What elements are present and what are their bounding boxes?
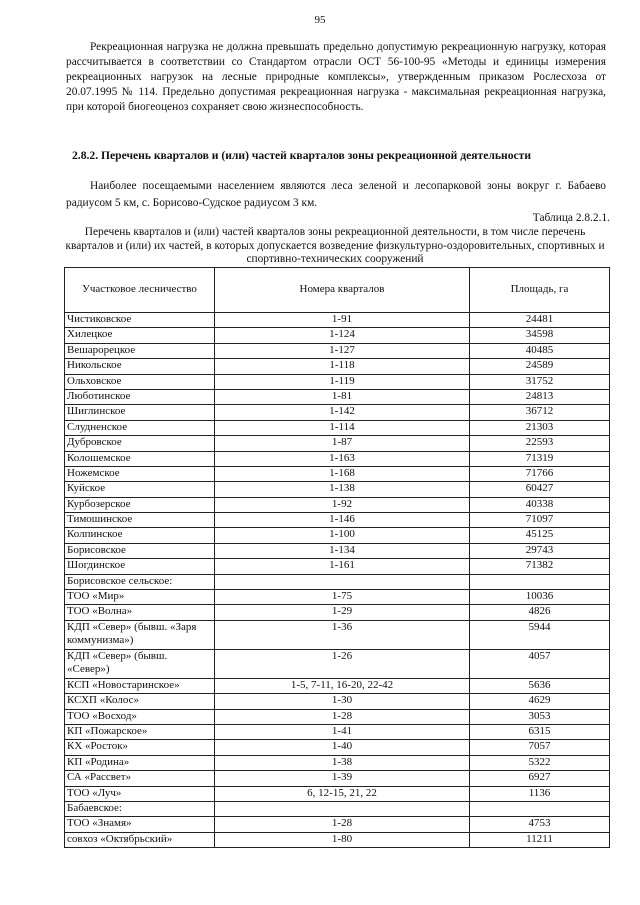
area-cell: 22593 bbox=[470, 436, 610, 451]
quarters-cell: 1-29 bbox=[215, 605, 470, 620]
table-row bbox=[65, 359, 610, 374]
quarters-cell: 1-28 bbox=[215, 709, 470, 724]
quarters-cell: 1-91 bbox=[215, 313, 470, 328]
forestry-cell: Шиглинское bbox=[65, 405, 215, 420]
quarters-cell bbox=[215, 574, 470, 589]
area-cell: 24481 bbox=[470, 313, 610, 328]
quarters-cell: 1-163 bbox=[215, 451, 470, 466]
forestry-cell: КХ «Росток» bbox=[65, 740, 215, 755]
intro-paragraph: Рекреационная нагрузка не должна превышать предельно допустимую рекреационную нагрузку, которая рассчитывается в соответствии со Стандартом отрасли ОСТ 56-100-95 «Методы и единицы измерения рекреационных нагрузок на лесные природные комплексы», утвержденным приказом Рослесхоза от 20.07.1995 № 114. Предельно допустимая рекреационная нагрузка - максимальная рекреационная нагрузка, при которой биогеоценоз сохраняет свою жизнеспособность. bbox=[66, 41, 606, 113]
quarters-cell: 1-134 bbox=[215, 543, 470, 558]
area-cell: 4826 bbox=[470, 605, 610, 620]
header-area: Площадь, га bbox=[470, 268, 610, 313]
table-row bbox=[65, 466, 610, 481]
area-cell: 71382 bbox=[470, 559, 610, 574]
area-cell: 60427 bbox=[470, 482, 610, 497]
table-row bbox=[65, 543, 610, 558]
area-cell bbox=[470, 801, 610, 816]
quarters-cell: 1-80 bbox=[215, 832, 470, 847]
quarters-cell: 1-119 bbox=[215, 374, 470, 389]
table-row bbox=[65, 559, 610, 574]
area-cell: 71097 bbox=[470, 513, 610, 528]
section-title: 2.8.2. Перечень кварталов и (или) частей кварталов зоны рекреационной деятельности bbox=[72, 149, 532, 162]
forestry-cell: ТОО «Знамя» bbox=[65, 817, 215, 832]
area-cell: 6315 bbox=[470, 724, 610, 739]
table-row bbox=[65, 528, 610, 543]
area-cell: 4629 bbox=[470, 694, 610, 709]
area-cell: 45125 bbox=[470, 528, 610, 543]
forestry-cell: КП «Пожарское» bbox=[65, 724, 215, 739]
forestry-cell: Борисовское bbox=[65, 543, 215, 558]
table-row bbox=[65, 678, 610, 693]
area-cell: 71319 bbox=[470, 451, 610, 466]
table-row bbox=[65, 513, 610, 528]
table-row bbox=[65, 574, 610, 589]
quarters-cell: 1-38 bbox=[215, 755, 470, 770]
forestry-cell: КДП «Север» (бывш. «Заря коммунизма») bbox=[65, 620, 215, 649]
quarters-cell: 1-138 bbox=[215, 482, 470, 497]
table-row bbox=[65, 694, 610, 709]
area-cell: 7057 bbox=[470, 740, 610, 755]
area-cell: 34598 bbox=[470, 328, 610, 343]
header-forestry: Участковое лесничество bbox=[65, 268, 215, 313]
table-row bbox=[65, 620, 610, 649]
table-row bbox=[65, 755, 610, 770]
forestry-cell: КДП «Север» (бывш. «Север») bbox=[65, 649, 215, 678]
forestry-cell: Чистиковское bbox=[65, 313, 215, 328]
forestry-cell: ТОО «Волна» bbox=[65, 605, 215, 620]
forestry-cell: Вешарорецкое bbox=[65, 343, 215, 358]
area-cell: 31752 bbox=[470, 374, 610, 389]
forestry-cell: Хилецкое bbox=[65, 328, 215, 343]
table-row bbox=[65, 605, 610, 620]
area-cell: 10036 bbox=[470, 590, 610, 605]
quarters-cell: 1-28 bbox=[215, 817, 470, 832]
table-row bbox=[65, 436, 610, 451]
quarters-cell: 1-81 bbox=[215, 389, 470, 404]
area-cell: 5944 bbox=[470, 620, 610, 649]
area-cell: 21303 bbox=[470, 420, 610, 435]
quarters-cell: 6, 12-15, 21, 22 bbox=[215, 786, 470, 801]
quarters-cell: 1-118 bbox=[215, 359, 470, 374]
quarters-cell: 1-168 bbox=[215, 466, 470, 481]
area-cell: 4753 bbox=[470, 817, 610, 832]
area-cell: 5636 bbox=[470, 678, 610, 693]
page-number: 95 bbox=[314, 14, 326, 26]
table-row bbox=[65, 405, 610, 420]
forestry-cell: Ольховское bbox=[65, 374, 215, 389]
area-cell: 11211 bbox=[470, 832, 610, 847]
quarters-cell: 1-142 bbox=[215, 405, 470, 420]
table-row bbox=[65, 832, 610, 847]
quarters-cell: 1-41 bbox=[215, 724, 470, 739]
quarters-cell: 1-30 bbox=[215, 694, 470, 709]
area-cell: 1136 bbox=[470, 786, 610, 801]
forestry-cell: СА «Рассвет» bbox=[65, 771, 215, 786]
header-quarters: Номера кварталов bbox=[215, 268, 470, 313]
table-row bbox=[65, 343, 610, 358]
forestry-cell: ТОО «Луч» bbox=[65, 786, 215, 801]
table-number: Таблица 2.8.2.1. bbox=[532, 212, 610, 224]
quarters-cell: 1-92 bbox=[215, 497, 470, 512]
area-cell: 36712 bbox=[470, 405, 610, 420]
forestry-cell: ТОО «Мир» bbox=[65, 590, 215, 605]
table-row bbox=[65, 649, 610, 678]
recreation-zone-table bbox=[64, 267, 610, 848]
area-cell: 29743 bbox=[470, 543, 610, 558]
table-row bbox=[65, 374, 610, 389]
area-cell bbox=[470, 574, 610, 589]
table-caption: Перечень кварталов и (или) частей кварталов зоны рекреационной деятельности, в том числе перечень кварталов и (или) их частей, в которых допускается возведение физкультурно-оздоровительных, спортивных и спортивно-технических сооружений bbox=[65, 226, 605, 265]
table-row bbox=[65, 771, 610, 786]
table-row bbox=[65, 451, 610, 466]
forestry-cell: Ножемское bbox=[65, 466, 215, 481]
table-row bbox=[65, 801, 610, 816]
quarters-cell: 1-100 bbox=[215, 528, 470, 543]
area-cell: 4057 bbox=[470, 649, 610, 678]
forestry-cell: Шогдинское bbox=[65, 559, 215, 574]
quarters-cell: 1-87 bbox=[215, 436, 470, 451]
forestry-cell: Никольское bbox=[65, 359, 215, 374]
forestry-cell: Дубровское bbox=[65, 436, 215, 451]
quarters-cell: 1-36 bbox=[215, 620, 470, 649]
table-row bbox=[65, 389, 610, 404]
table-row bbox=[65, 313, 610, 328]
quarters-cell: 1-161 bbox=[215, 559, 470, 574]
forestry-cell: Колпинское bbox=[65, 528, 215, 543]
forestry-cell: Курбозерское bbox=[65, 497, 215, 512]
forestry-cell: КСХП «Колос» bbox=[65, 694, 215, 709]
table-row bbox=[65, 482, 610, 497]
area-cell: 24589 bbox=[470, 359, 610, 374]
area-cell: 71766 bbox=[470, 466, 610, 481]
quarters-cell: 1-127 bbox=[215, 343, 470, 358]
table-row bbox=[65, 724, 610, 739]
table-row bbox=[65, 420, 610, 435]
table-row bbox=[65, 590, 610, 605]
forestry-cell: Тимошинское bbox=[65, 513, 215, 528]
area-cell: 3053 bbox=[470, 709, 610, 724]
forestry-cell: КП «Родина» bbox=[65, 755, 215, 770]
forestry-cell: Куйское bbox=[65, 482, 215, 497]
area-cell: 5322 bbox=[470, 755, 610, 770]
quarters-cell: 1-26 bbox=[215, 649, 470, 678]
quarters-cell: 1-146 bbox=[215, 513, 470, 528]
quarters-cell: 1-114 bbox=[215, 420, 470, 435]
area-cell: 40485 bbox=[470, 343, 610, 358]
table-row bbox=[65, 740, 610, 755]
forestry-cell: Люботинское bbox=[65, 389, 215, 404]
forestry-cell: КСП «Новостаринское» bbox=[65, 678, 215, 693]
forestry-cell: Бабаевское: bbox=[65, 801, 215, 816]
table-header-row bbox=[65, 268, 610, 313]
quarters-cell: 1-39 bbox=[215, 771, 470, 786]
forestry-cell: Слудненское bbox=[65, 420, 215, 435]
quarters-cell bbox=[215, 801, 470, 816]
area-cell: 40338 bbox=[470, 497, 610, 512]
forestry-cell: Борисовское сельское: bbox=[65, 574, 215, 589]
quarters-cell: 1-40 bbox=[215, 740, 470, 755]
quarters-cell: 1-75 bbox=[215, 590, 470, 605]
quarters-cell: 1-124 bbox=[215, 328, 470, 343]
table-row bbox=[65, 497, 610, 512]
quarters-cell: 1-5, 7-11, 16-20, 22-42 bbox=[215, 678, 470, 693]
forestry-cell: ТОО «Восход» bbox=[65, 709, 215, 724]
table-row bbox=[65, 786, 610, 801]
forestry-cell: Колошемское bbox=[65, 451, 215, 466]
table-body bbox=[65, 313, 610, 848]
area-cell: 24813 bbox=[470, 389, 610, 404]
forestry-cell: совхоз «Октябрьский» bbox=[65, 832, 215, 847]
table-row bbox=[65, 817, 610, 832]
description-paragraph: Наиболее посещаемыми населением являются леса зеленой и лесопарковой зоны вокруг г. Бабаево радиусом 5 км, с. Борисово-Судское радиусом 3 км. bbox=[66, 180, 606, 209]
table-row bbox=[65, 328, 610, 343]
area-cell: 6927 bbox=[470, 771, 610, 786]
table-row bbox=[65, 709, 610, 724]
